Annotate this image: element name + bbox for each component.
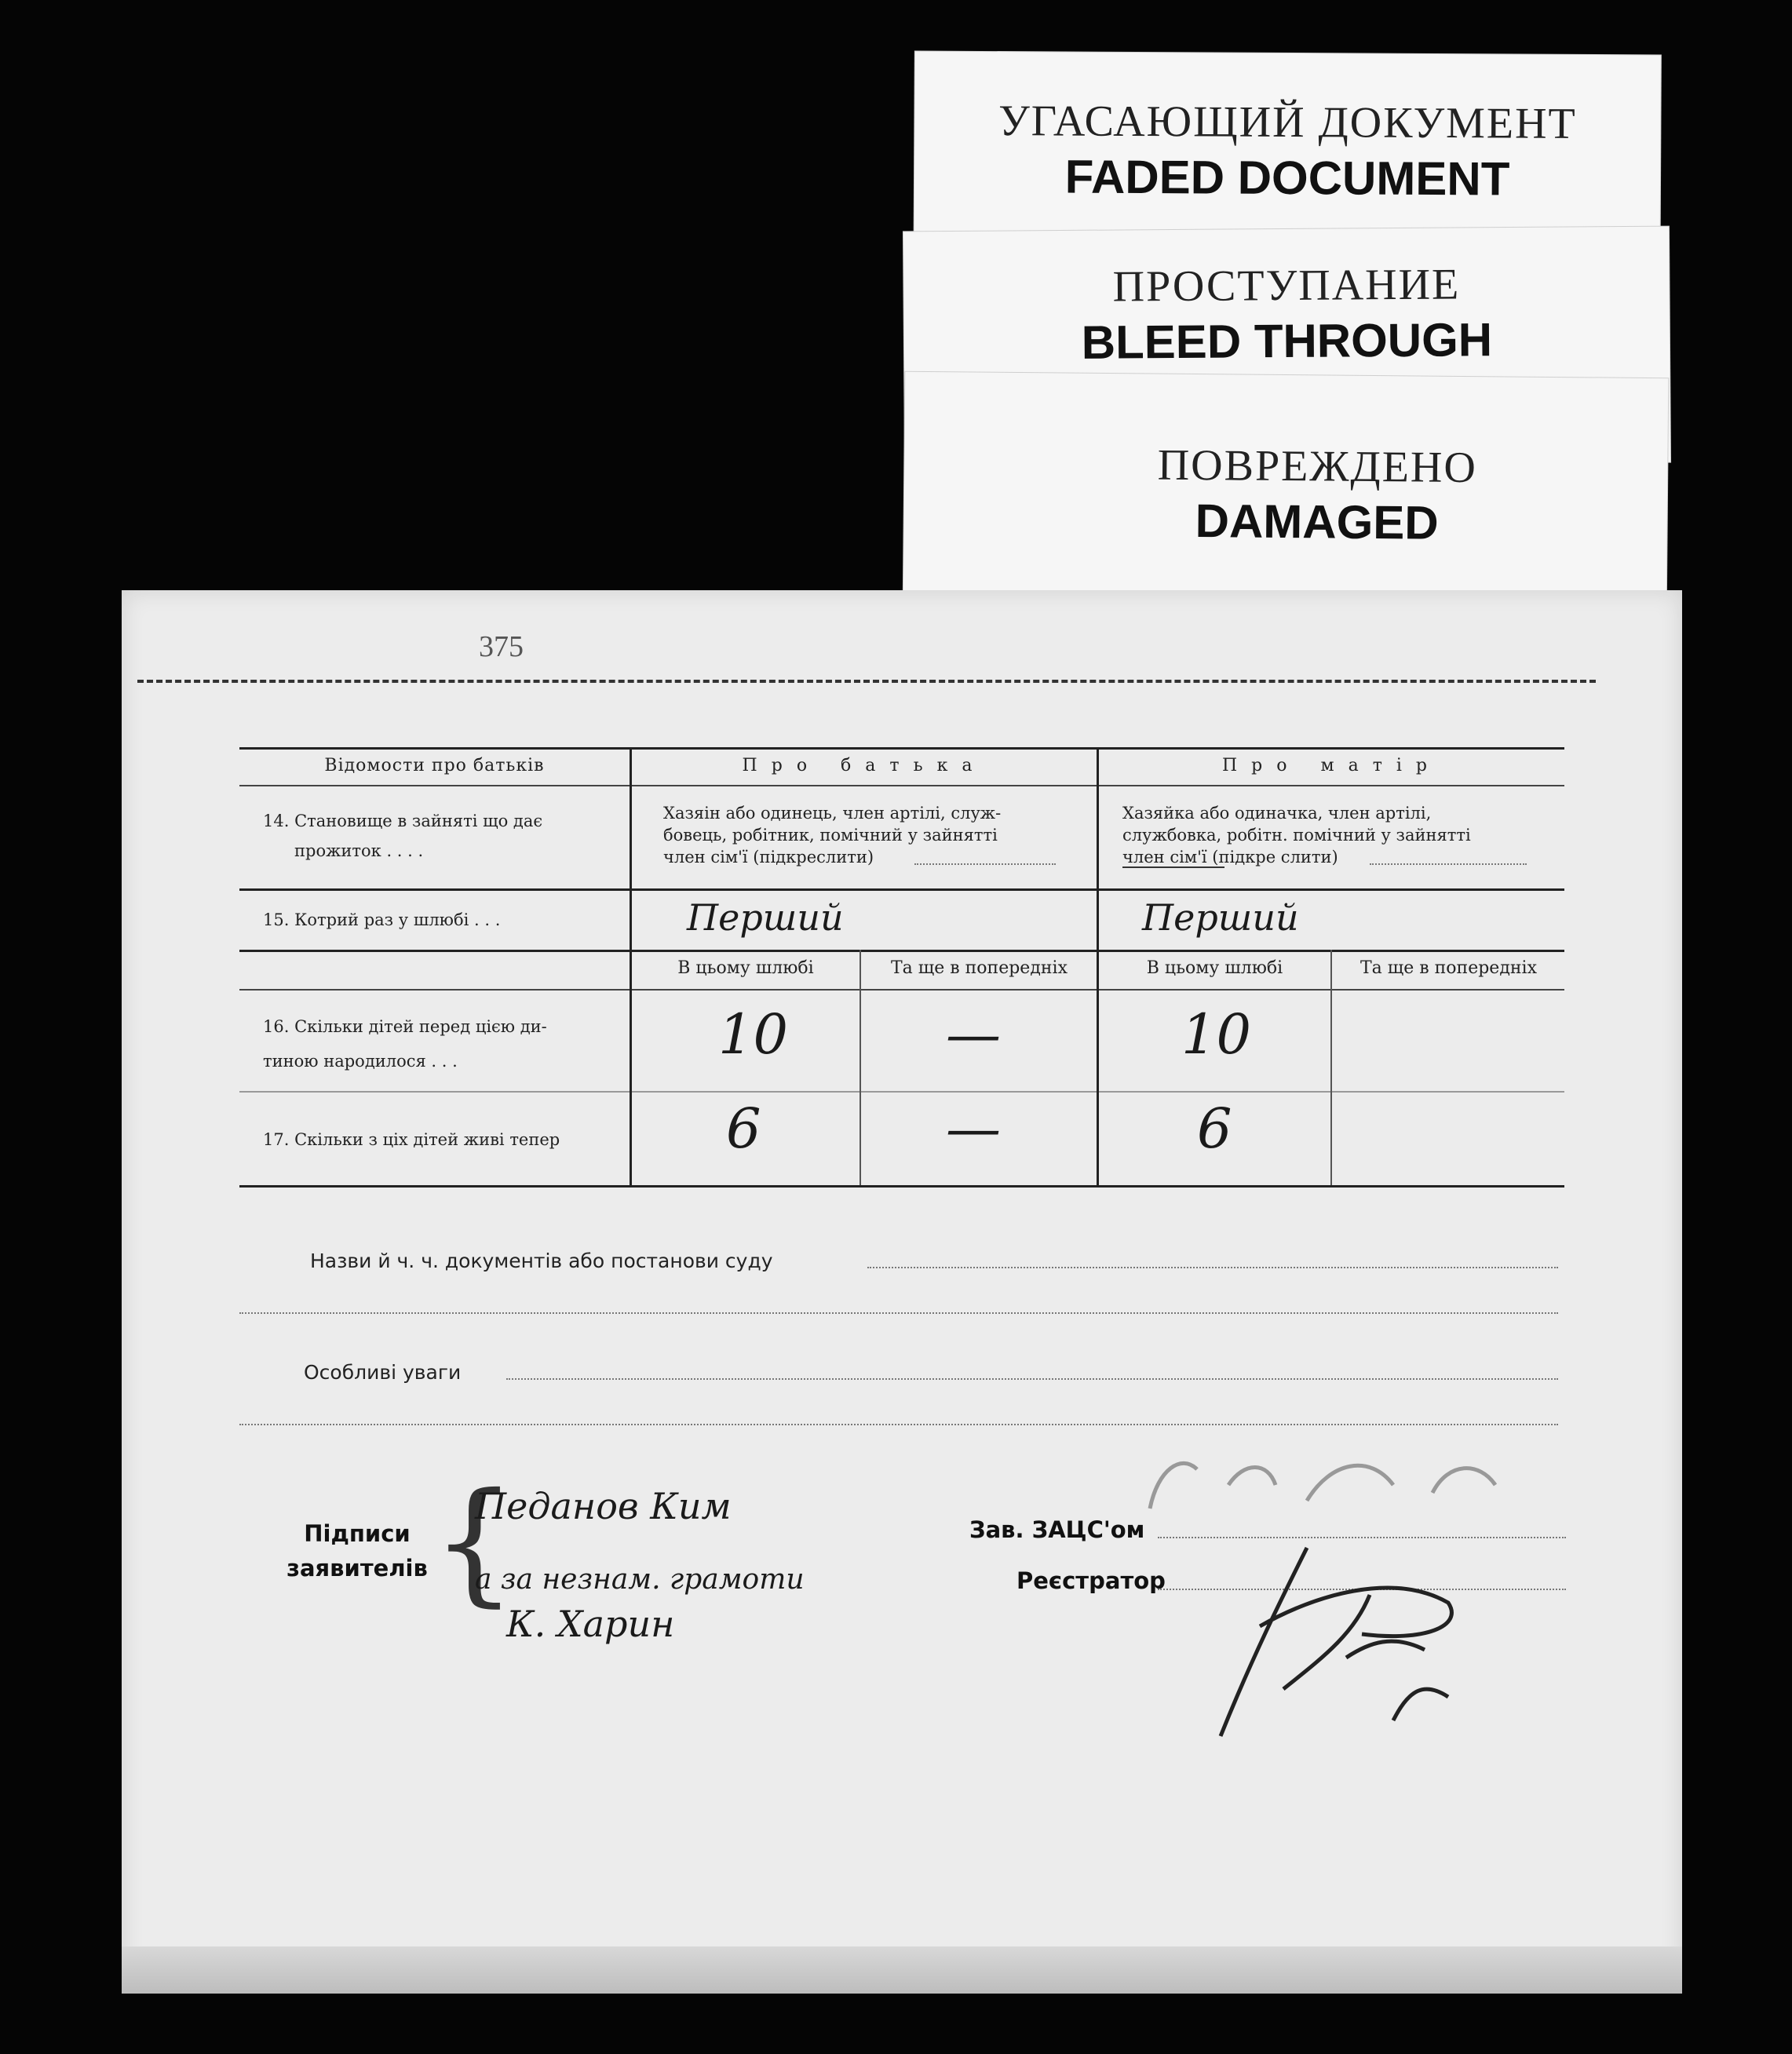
header-rule bbox=[239, 785, 1564, 786]
row14-father-text-3: член сім'ї (підкреслити) bbox=[663, 848, 874, 866]
signatures-label-2: заявителів bbox=[287, 1555, 428, 1582]
row15-father-value: Перший bbox=[687, 896, 844, 939]
damaged-label-ru: ПОВРЕЖДЕНО bbox=[1157, 440, 1478, 493]
col-divider-mother-sub bbox=[1330, 950, 1332, 1185]
row15-label: 15. Котрий раз у шлюбі . . . bbox=[263, 910, 501, 929]
remarks-line-1 bbox=[506, 1378, 1558, 1380]
subheader-rule bbox=[239, 989, 1564, 991]
row14-mother-text-2: службовка, робітн. помічний у зайнятті bbox=[1122, 826, 1471, 845]
documents-label: Назви й ч. ч. документів або постанови суду bbox=[310, 1250, 773, 1272]
perforation-line bbox=[137, 680, 1596, 683]
record-form-sheet bbox=[122, 590, 1682, 1994]
sheet-bottom-edge bbox=[122, 1946, 1682, 1994]
row14-label-1: 14. Становище в зайняті що дає bbox=[263, 812, 543, 830]
row16-father-prev: — bbox=[946, 1002, 1001, 1067]
remarks-label: Особливі уваги bbox=[304, 1361, 462, 1384]
damaged-label-en: DAMAGED bbox=[1195, 494, 1439, 549]
registrar-label: Реєстратор bbox=[1016, 1567, 1166, 1594]
signatures-label-1: Підписи bbox=[304, 1520, 411, 1547]
row14-rule bbox=[239, 888, 1564, 891]
remarks-line-2 bbox=[239, 1424, 1558, 1425]
faded-label-ru: УГАСАЮЩИЙ ДОКУМЕНТ bbox=[998, 97, 1577, 148]
subheader-father-prev: Та ще в попередніх bbox=[891, 958, 1068, 978]
row16-label-1: 16. Скільки дітей перед цією ди- bbox=[263, 1017, 547, 1036]
row15-mother-value: Перший bbox=[1142, 896, 1299, 939]
damaged-tab bbox=[903, 372, 1669, 614]
documents-line-1 bbox=[867, 1267, 1558, 1268]
mother-underline-mark bbox=[1122, 866, 1224, 868]
row17-father-prev: — bbox=[946, 1096, 1001, 1161]
table-bottom-rule bbox=[239, 1185, 1564, 1188]
row14-father-text-2: бовець, робітник, помічний у зайнятті bbox=[663, 826, 998, 845]
row14-label-2: прожиток . . . . bbox=[294, 841, 424, 860]
bleed-label-en: BLEED THROUGH bbox=[1081, 313, 1493, 369]
parents-info-table bbox=[239, 747, 1564, 1187]
row14-father-text-1: Хазяін або одинець, член артілі, служ- bbox=[663, 804, 1002, 823]
header-father: Про батька bbox=[742, 756, 987, 775]
documents-line-2 bbox=[239, 1312, 1558, 1314]
row14-mother-text-3: член сім'ї (підкре слити) bbox=[1122, 848, 1338, 866]
row14-mother-dots bbox=[1370, 863, 1527, 865]
applicant-signature-3: К. Харин bbox=[506, 1603, 675, 1645]
header-mother: Про матір bbox=[1221, 756, 1442, 775]
head-registry-label: Зав. ЗАЦС'ом bbox=[969, 1516, 1145, 1543]
row17-label: 17. Скільки з ціх дітей живі тепер bbox=[263, 1130, 560, 1149]
signatures-brace: { bbox=[432, 1465, 517, 1620]
row16-father-this: 10 bbox=[718, 1002, 789, 1067]
faded-label-en: FADED DOCUMENT bbox=[1064, 150, 1510, 206]
faded-stamp-marks bbox=[1134, 1438, 1527, 1532]
subheader-mother-prev: Та ще в попередніх bbox=[1360, 958, 1537, 978]
applicant-signature-2: а за незнам. грамоти bbox=[475, 1563, 805, 1596]
row15-rule bbox=[239, 950, 1564, 952]
applicant-signature-1: Педанов Ким bbox=[475, 1485, 732, 1527]
archive-number-mark: 375 bbox=[479, 630, 524, 663]
signatures-label bbox=[279, 1516, 436, 1585]
row14-father-dots bbox=[914, 863, 1056, 865]
table-top-rule bbox=[239, 747, 1564, 750]
col-divider-father-sub bbox=[860, 950, 861, 1185]
row16-mother-this: 10 bbox=[1181, 1002, 1252, 1067]
subheader-father-this: В цьому шлюбі bbox=[677, 958, 814, 978]
row16-label-2: тиною народилося . . . bbox=[263, 1052, 458, 1071]
header-parents-info: Відомости про батьків bbox=[324, 756, 545, 775]
row17-mother-this: 6 bbox=[1197, 1096, 1232, 1161]
row16-rule bbox=[239, 1091, 1564, 1093]
subheader-mother-this: В цьому шлюбі bbox=[1146, 958, 1283, 978]
registrar-signature bbox=[1189, 1501, 1519, 1760]
row17-father-this: 6 bbox=[726, 1096, 761, 1161]
row14-mother-text-1: Хазяйка або одиначка, член артілі, bbox=[1122, 804, 1432, 823]
bleed-label-ru: ПРОСТУПАНИЕ bbox=[1112, 260, 1461, 312]
